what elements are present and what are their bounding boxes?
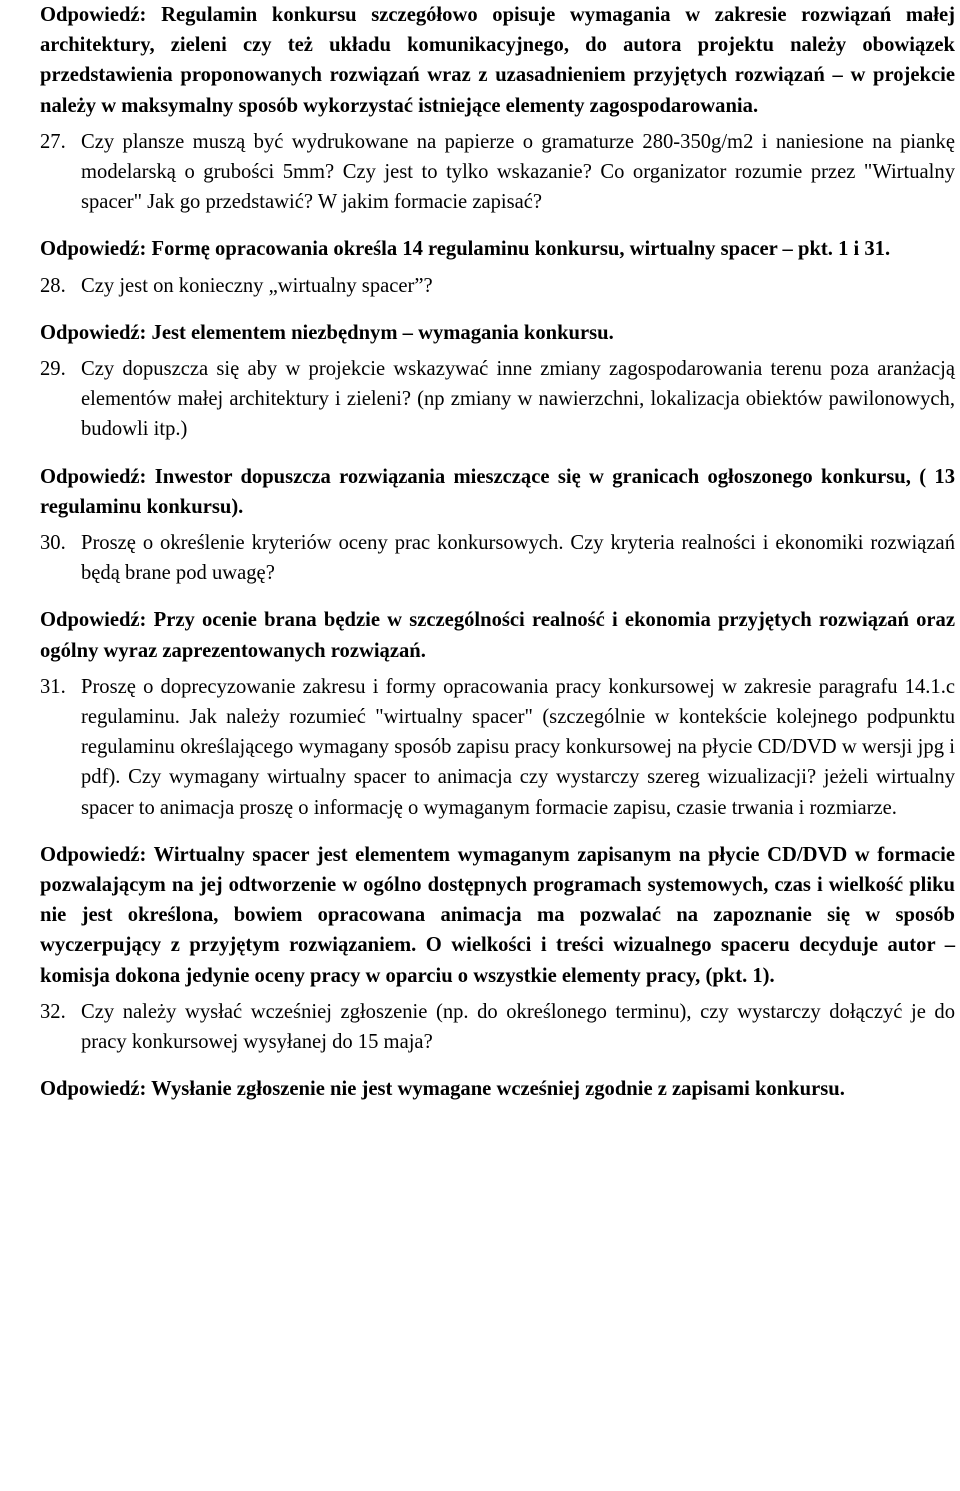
question-number: 28. <box>40 274 66 297</box>
answer-26: Odpowiedź: Regulamin konkursu szczegółowo opisuje wymagania w zakresie rozwiązań małej architektury, zieleni czy też układu komunikacyjnego, do autora projektu należy obowiązek przedstawienia proponowanych rozwiązań wraz z uzasadnieniem przyjętych rozwiązań – w projekcie należy w maksymalny sposób wykorzystać istniejące elementy zagospodarowania. <box>40 4 955 117</box>
question-text: Czy należy wysłać wcześniej zgłoszenie (np. do określonego terminu), czy wystarczy dołączyć je do pracy konkursowej wysyłanej do 15 maja? <box>81 1000 955 1054</box>
question-text: Czy dopuszcza się aby w projekcie wskazywać inne zmiany zagospodarowania terenu poza aranżacją elementów małej architektury i zieleni? (np zmiany w nawierzchni, lokalizacja obiektów pawilonowych, budowli itp.) <box>81 358 955 441</box>
question-text: Proszę o określenie kryteriów oceny prac konkursowych. Czy kryteria realności i ekonomiki rozwiązań będą brane pod uwagę? <box>81 532 955 585</box>
question-number: 29. <box>40 358 66 381</box>
answer-31: Odpowiedź: Wirtualny spacer jest elementem wymaganym zapisanym na płycie CD/DVD w formacie pozwalającym na jej odtworzenie w ogólno dostępnych programach systemowych, czas i wielkość pliku nie jest określona, bowiem opracowana animacja ma pozwalać na zapoznanie się w sposób wyczerpujący z przyjętym rozwiązaniem. O wielkości i treści wizualnego spaceru decyduje autor – komisja dokona jedynie oceny pracy w oparciu o wszystkie elementy pracy, (pkt. 1). <box>40 843 955 987</box>
question-number: 32. <box>40 1000 66 1023</box>
question-28 <box>40 271 955 301</box>
question-number: 31. <box>40 675 66 698</box>
document-body <box>40 0 955 1105</box>
answer-28: Odpowiedź: Jest elementem niezbędnym – wymagania konkursu. <box>40 321 614 344</box>
answer-32: Odpowiedź: Wysłanie zgłoszenie nie jest wymagane wcześniej zgodnie z zapisami konkursu. <box>40 1078 845 1101</box>
question-number: 30. <box>40 532 66 555</box>
spacer <box>40 301 955 318</box>
question-text: Czy plansze muszą być wydrukowane na papierze o gramaturze 280-350g/m2 i naniesione na piankę modelarską o grubości 5mm? Czy jest to tylko wskazanie? Co organizator rozumie przez "Wirtualny spacer" Jak go przedstawić? W jakim formacie zapisać? <box>81 130 955 214</box>
spacer <box>40 823 955 840</box>
spacer <box>40 588 955 605</box>
question-31 <box>40 672 955 823</box>
question-text: Proszę o doprecyzowanie zakresu i formy opracowania pracy konkursowej w zakresie paragrafu 14.1.c regulaminu. Jak należy rozumieć "wirtualny spacer" (szczególnie w kontekście kolejnego podpunktu regulaminu określającego wymagany sposób zapisu pracy konkursowej na płycie CD/DVD w wersji jpg i pdf). Czy wymagany wirtualny spacer to animacja czy wystarczy szereg wizualizacji? jeżeli wirtualny spacer to animacja proszę o informację o wymaganym formacie zapisu, czasie trwania i rozmiarze. <box>81 675 955 819</box>
spacer <box>40 217 955 234</box>
answer-29: Odpowiedź: Inwestor dopuszcza rozwiązania mieszczące się w granicach ogłoszonego konkursu, ( 13 regulaminu konkursu). <box>40 465 955 518</box>
answer-30: Odpowiedź: Przy ocenie brana będzie w szczególności realność i ekonomia przyjętych rozwiązań oraz ogólny wyraz zaprezentowanych rozwiązań. <box>40 609 955 662</box>
question-text: Czy jest on konieczny „wirtualny spacer”? <box>81 274 433 297</box>
question-30 <box>40 528 955 588</box>
answer-27: Odpowiedź: Formę opracowania określa 14 regulaminu konkursu, wirtualny spacer – pkt. 1 i 31. <box>40 238 891 261</box>
spacer <box>40 1057 955 1074</box>
question-29 <box>40 354 955 445</box>
spacer <box>40 445 955 462</box>
question-32 <box>40 997 955 1057</box>
question-27 <box>40 127 955 218</box>
question-number: 27. <box>40 130 66 153</box>
